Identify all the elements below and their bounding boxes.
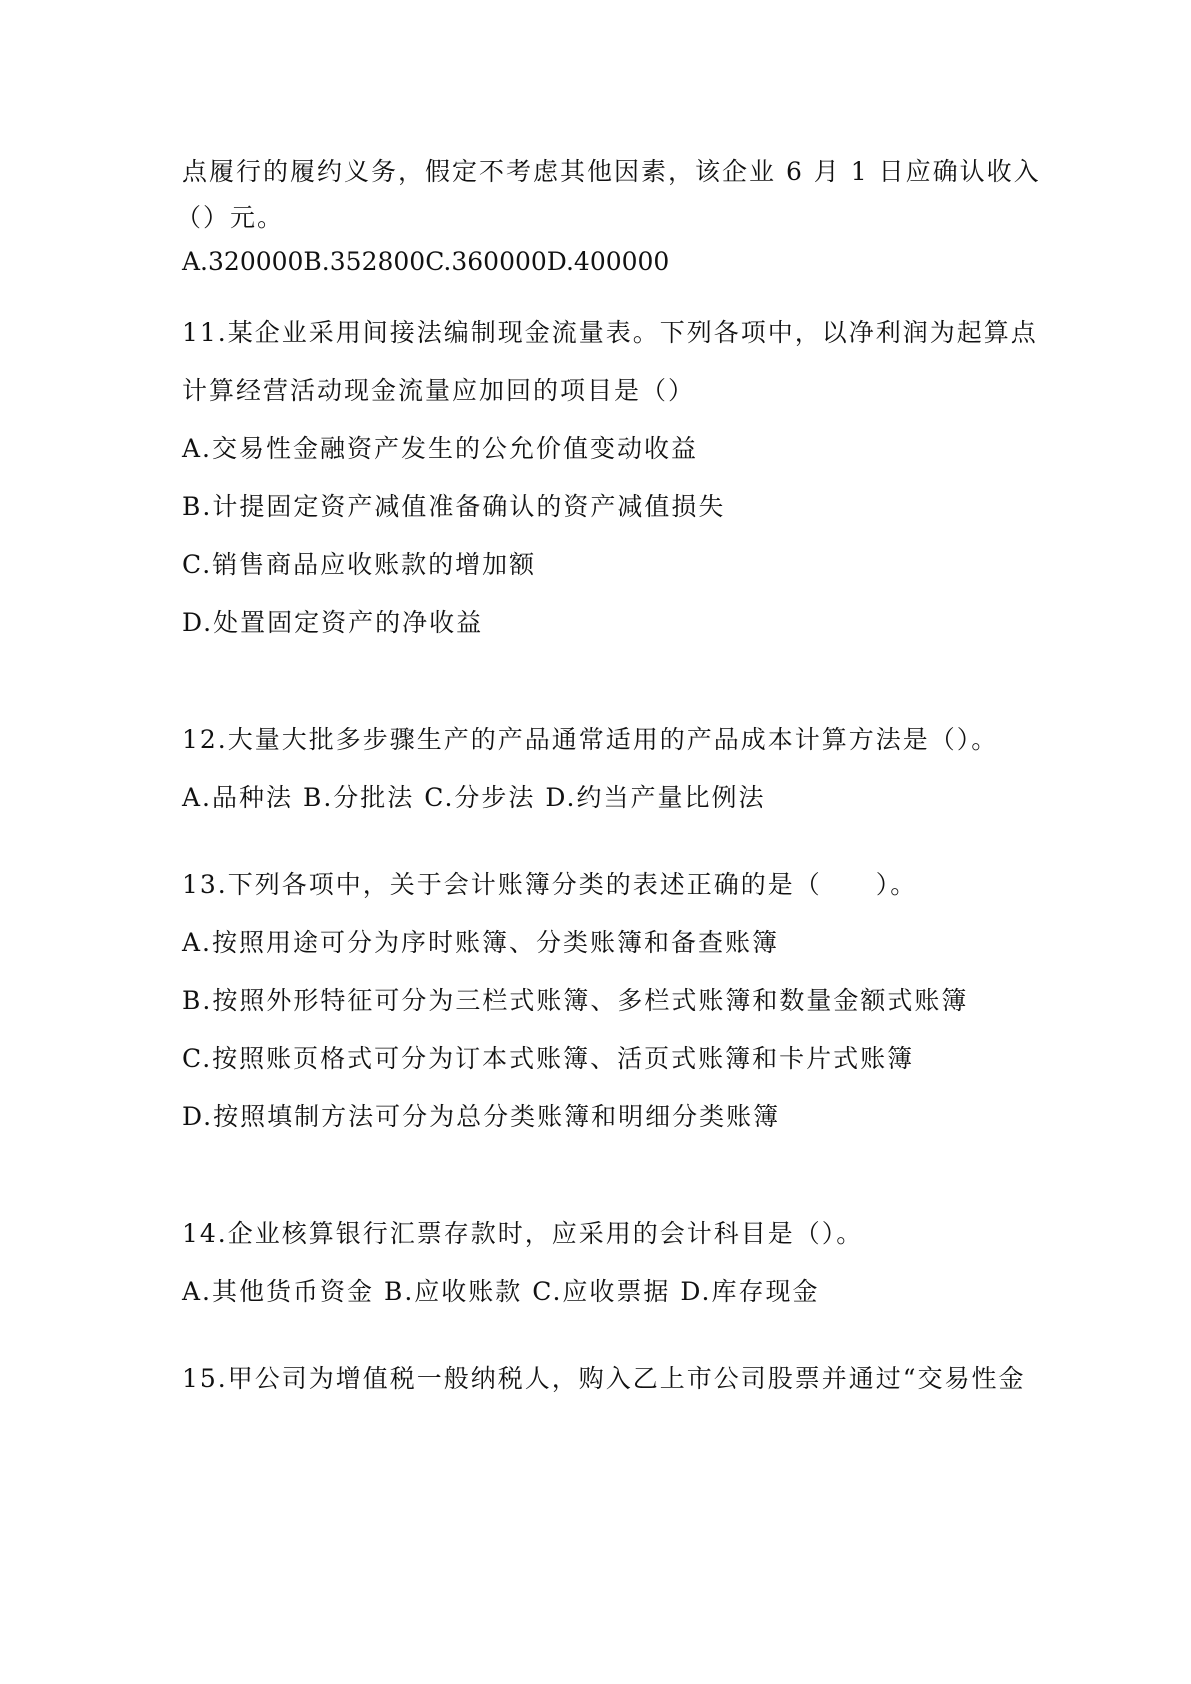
q11-option-d: D.处置固定资产的净收益	[182, 608, 484, 637]
q10-options: A.320000B.352800C.360000D.400000	[182, 247, 670, 276]
q11-option-c: C.销售商品应收账款的增加额	[182, 550, 537, 579]
q10-stem-line-2: （）元。	[176, 203, 285, 232]
q11-option-a: A.交易性金融资产发生的公允价值变动收益	[182, 434, 699, 463]
q12-options: A.品种法 B.分批法 C.分步法 D.约当产量比例法	[182, 783, 766, 812]
q13-option-a: A.按照用途可分为序时账簿、分类账簿和备查账簿	[182, 928, 780, 957]
q12-stem: 12.大量大批多步骤生产的产品通常适用的产品成本计算方法是（）。	[182, 725, 999, 754]
q13-option-b: B.按照外形特征可分为三栏式账簿、多栏式账簿和数量金额式账簿	[182, 986, 969, 1015]
q13-option-c: C.按照账页格式可分为订本式账簿、活页式账簿和卡片式账簿	[182, 1044, 915, 1073]
q11-stem-line-2: 计算经营活动现金流量应加回的项目是（）	[182, 376, 696, 405]
q11-option-b: B.计提固定资产减值准备确认的资产减值损失	[182, 492, 726, 521]
q14-options: A.其他货币资金 B.应收账款 C.应收票据 D.库存现金	[182, 1277, 820, 1306]
q15-stem: 15.甲公司为增值税一般纳税人，购入乙上市公司股票并通过“交易性金	[182, 1364, 1026, 1393]
q11-stem-line-1: 11.某企业采用间接法编制现金流量表。下列各项中，以净利润为起算点	[182, 318, 1038, 347]
q13-option-d: D.按照填制方法可分为总分类账簿和明细分类账簿	[182, 1102, 781, 1131]
q13-stem: 13.下列各项中，关于会计账簿分类的表述正确的是（ ）。	[182, 870, 918, 899]
q10-stem-line-1: 点履行的履约义务，假定不考虑其他因素，该企业 6 月 1 日应确认收入	[182, 157, 1041, 186]
q14-stem: 14.企业核算银行汇票存款时，应采用的会计科目是（）。	[182, 1219, 864, 1248]
